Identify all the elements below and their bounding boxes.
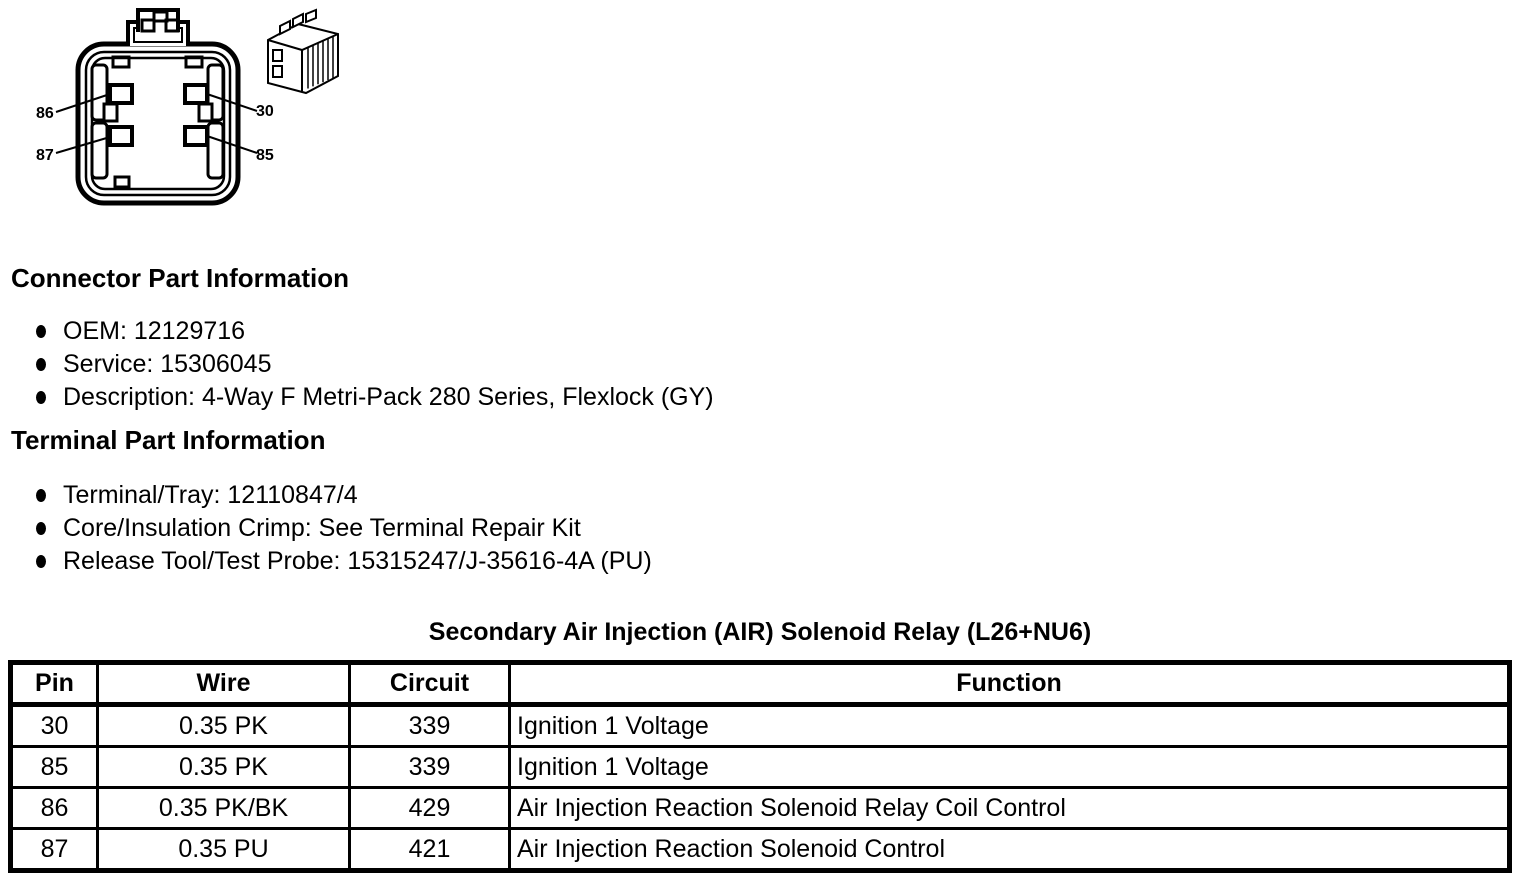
pin-cavity-85: [185, 127, 207, 145]
pin-cavity-86: [110, 85, 132, 103]
terminal-part-info-list: [34, 483, 652, 582]
table-title: Secondary Air Injection (AIR) Solenoid Relay (L26+NU6): [428, 618, 1092, 646]
cell-wire: 0.35 PK: [98, 705, 350, 747]
table-row: [11, 747, 1510, 788]
connector-diagram: [0, 0, 360, 225]
column-header-circuit: Circuit: [350, 663, 510, 705]
table-header-row: [11, 663, 1510, 705]
pin-label-85: 85: [256, 147, 274, 164]
pin-label-86: 86: [36, 105, 54, 122]
column-header-wire: Wire: [98, 663, 350, 705]
terminal-part-info-heading: Terminal Part Information: [11, 425, 326, 455]
connector-part-info-heading: Connector Part Information: [11, 263, 350, 293]
cell-function: Ignition 1 Voltage: [510, 747, 1510, 788]
column-header-pin: Pin: [11, 663, 98, 705]
cell-pin: 85: [11, 747, 98, 788]
connector-face-diagram: [36, 10, 274, 203]
cell-wire: 0.35 PK: [98, 747, 350, 788]
list-item: Release Tool/Test Probe: 15315247/J-35616-4A (PU): [34, 549, 652, 574]
list-item: OEM: 12129716: [34, 319, 714, 344]
cell-function: Air Injection Reaction Solenoid Control: [510, 829, 1510, 871]
cell-circuit: 421: [350, 829, 510, 871]
cell-circuit: 339: [350, 705, 510, 747]
pin-label-87: 87: [36, 147, 54, 164]
cell-wire: 0.35 PK/BK: [98, 788, 350, 829]
pin-cavity-87: [110, 127, 132, 145]
connector-part-info-list: [34, 319, 714, 418]
connector-3d-view: [268, 10, 338, 93]
list-item: Terminal/Tray: 12110847/4: [34, 483, 652, 508]
list-item: Description: 4-Way F Metri-Pack 280 Series, Flexlock (GY): [34, 385, 714, 410]
cell-function: Ignition 1 Voltage: [510, 705, 1510, 747]
cell-pin: 86: [11, 788, 98, 829]
pinout-table: [8, 660, 1512, 873]
list-item: Core/Insulation Crimp: See Terminal Repair Kit: [34, 516, 652, 541]
table-row: [11, 829, 1510, 871]
cell-function: Air Injection Reaction Solenoid Relay Coil Control: [510, 788, 1510, 829]
list-item: Service: 15306045: [34, 352, 714, 377]
table-row: [11, 788, 1510, 829]
cell-pin: 87: [11, 829, 98, 871]
cell-circuit: 429: [350, 788, 510, 829]
column-header-function: Function: [510, 663, 1510, 705]
cell-wire: 0.35 PU: [98, 829, 350, 871]
pin-label-30: 30: [256, 103, 274, 120]
pin-cavity-30: [185, 85, 207, 103]
cell-circuit: 339: [350, 747, 510, 788]
cell-pin: 30: [11, 705, 98, 747]
table-row: [11, 705, 1510, 747]
